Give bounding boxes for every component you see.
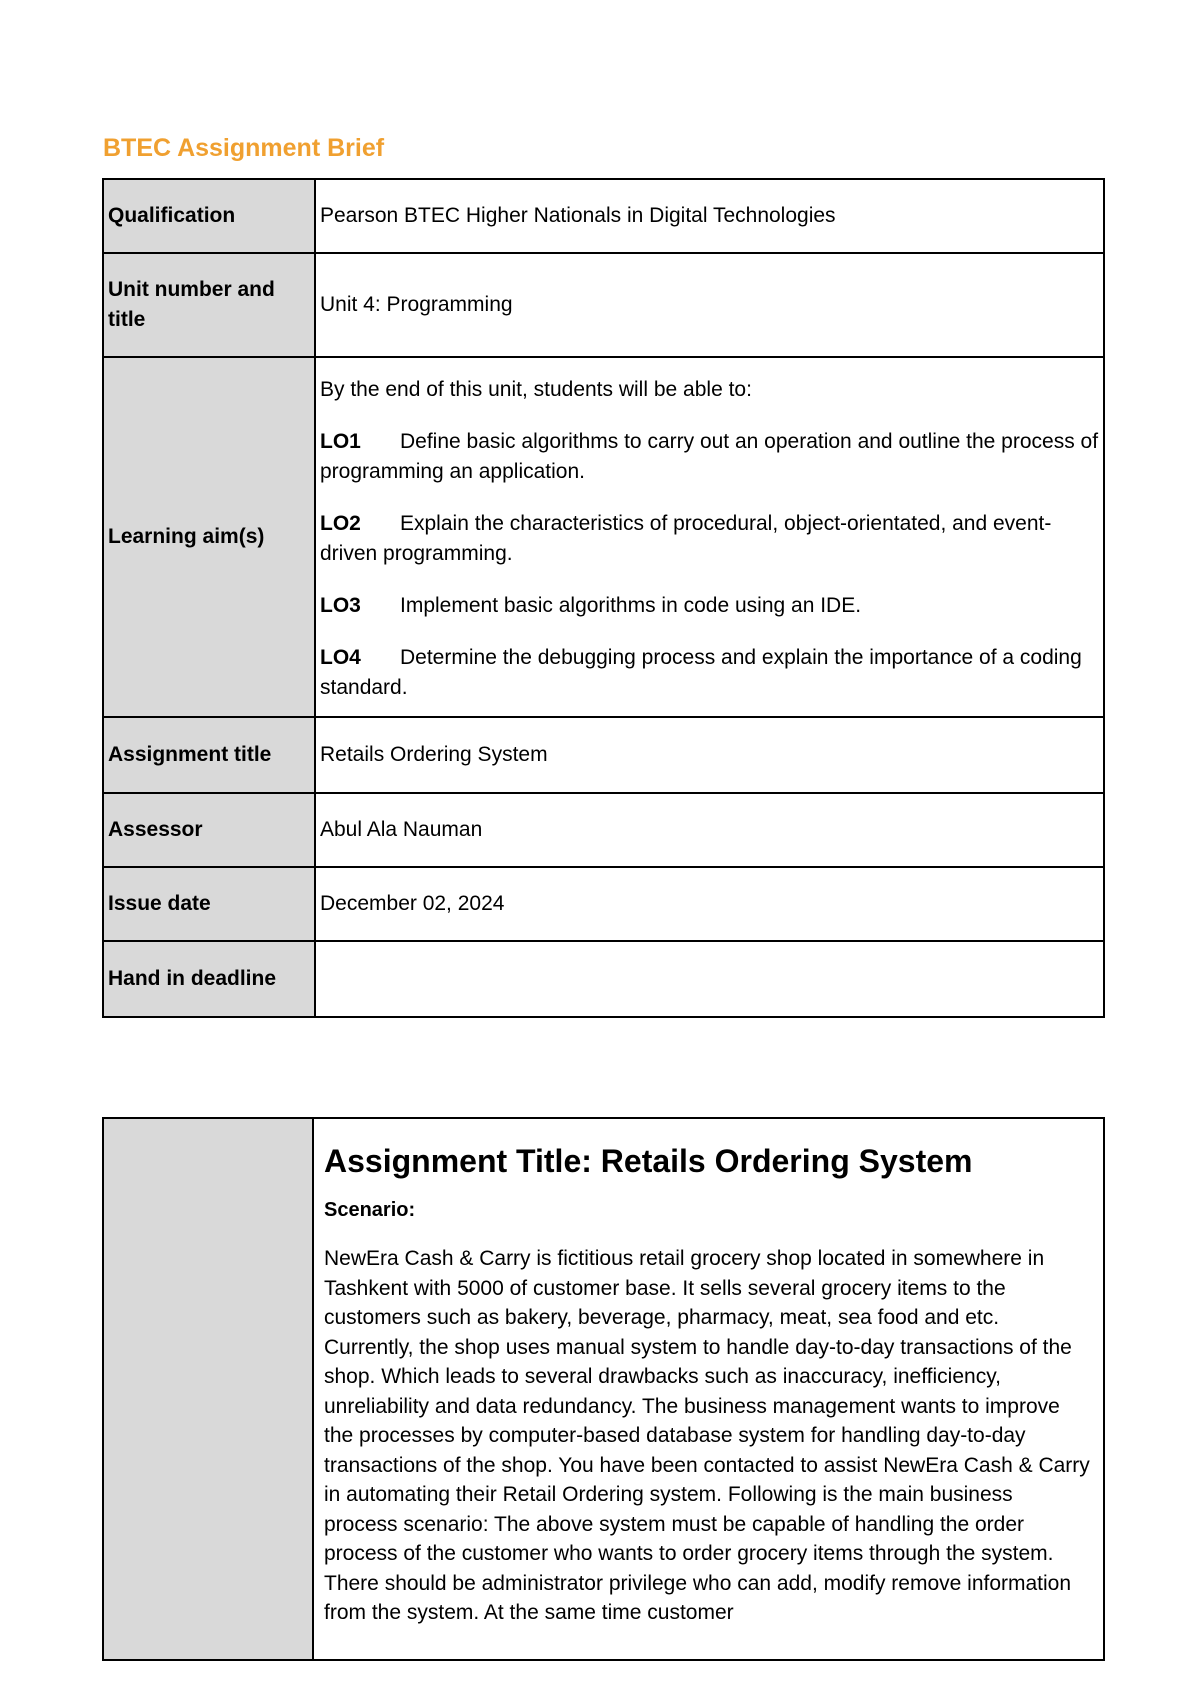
scenario-content xyxy=(314,1119,1103,1659)
lo-code: LO1 xyxy=(320,430,361,453)
qualification-row xyxy=(103,179,1104,253)
scenario-side-panel xyxy=(104,1119,314,1659)
learning-aims-intro: By the end of this unit, students will be able to: xyxy=(320,378,752,401)
learning-aim-lo3 xyxy=(320,591,1099,621)
learning-aim-lo1 xyxy=(320,427,1099,487)
assignment-title-label: Assignment title xyxy=(103,717,315,793)
learning-aims-label: Learning aim(s) xyxy=(103,357,315,717)
unit-value: Unit 4: Programming xyxy=(315,253,1104,357)
issue-date-row xyxy=(103,867,1104,941)
learning-aims-row xyxy=(103,357,1104,717)
lo-code: LO4 xyxy=(320,646,361,669)
scenario-section xyxy=(102,1117,1105,1661)
issue-date-value: December 02, 2024 xyxy=(315,867,1104,941)
learning-aim-lo2 xyxy=(320,509,1099,569)
lo-code: LO3 xyxy=(320,594,361,617)
learning-aim-lo4 xyxy=(320,643,1099,703)
assessor-label: Assessor xyxy=(103,793,315,867)
unit-row xyxy=(103,253,1104,357)
deadline-value xyxy=(315,941,1104,1017)
learning-aims-cell xyxy=(315,357,1104,717)
scenario-assignment-title: Assignment Title: Retails Ordering System xyxy=(324,1143,973,1179)
assignment-title-value: Retails Ordering System xyxy=(315,717,1104,793)
lo-text: Determine the debugging process and explain the importance of a coding standard. xyxy=(320,646,1082,699)
qualification-value: Pearson BTEC Higher Nationals in Digital Technologies xyxy=(315,179,1104,253)
qualification-label: Qualification xyxy=(103,179,315,253)
lo-text: Implement basic algorithms in code using an IDE. xyxy=(400,594,862,617)
scenario-label: Scenario: xyxy=(324,1199,416,1221)
scenario-text: NewEra Cash & Carry is fictitious retail grocery shop located in somewhere in Tashkent with 5000 of customer base. It sells several grocery items to the customers such as bakery, beverage, pharmacy, meat, sea food and etc. Currently, the shop uses manual system to handle day-to-day transactions of the shop. Which leads to several drawbacks such as inaccuracy, inefficiency, unreliability and data redundancy. The business management wants to improve the processes by computer-based database system for handling day-to-day transactions of the shop. You have been contacted to assist NewEra Cash & Carry in automating their Retail Ordering system. Following is the main business process scenario: The above system must be capable of handling the order process of the customer who wants to order grocery items through the system. There should be administrator privilege who can add, modify remove information from the system. At the same time customer xyxy=(324,1247,1090,1624)
lo-text: Explain the characteristics of procedural, object-orientated, and event-driven programming. xyxy=(320,512,1052,565)
deadline-label: Hand in deadline xyxy=(103,941,315,1017)
issue-date-label: Issue date xyxy=(103,867,315,941)
assignment-brief-table xyxy=(102,178,1105,1018)
page-title: BTEC Assignment Brief xyxy=(103,134,385,162)
assignment-title-row xyxy=(103,717,1104,793)
assessor-row xyxy=(103,793,1104,867)
assessor-value: Abul Ala Nauman xyxy=(315,793,1104,867)
deadline-row xyxy=(103,941,1104,1017)
unit-label: Unit number and title xyxy=(103,253,315,357)
lo-code: LO2 xyxy=(320,512,361,535)
lo-text: Define basic algorithms to carry out an operation and outline the process of programming an application. xyxy=(320,430,1099,483)
